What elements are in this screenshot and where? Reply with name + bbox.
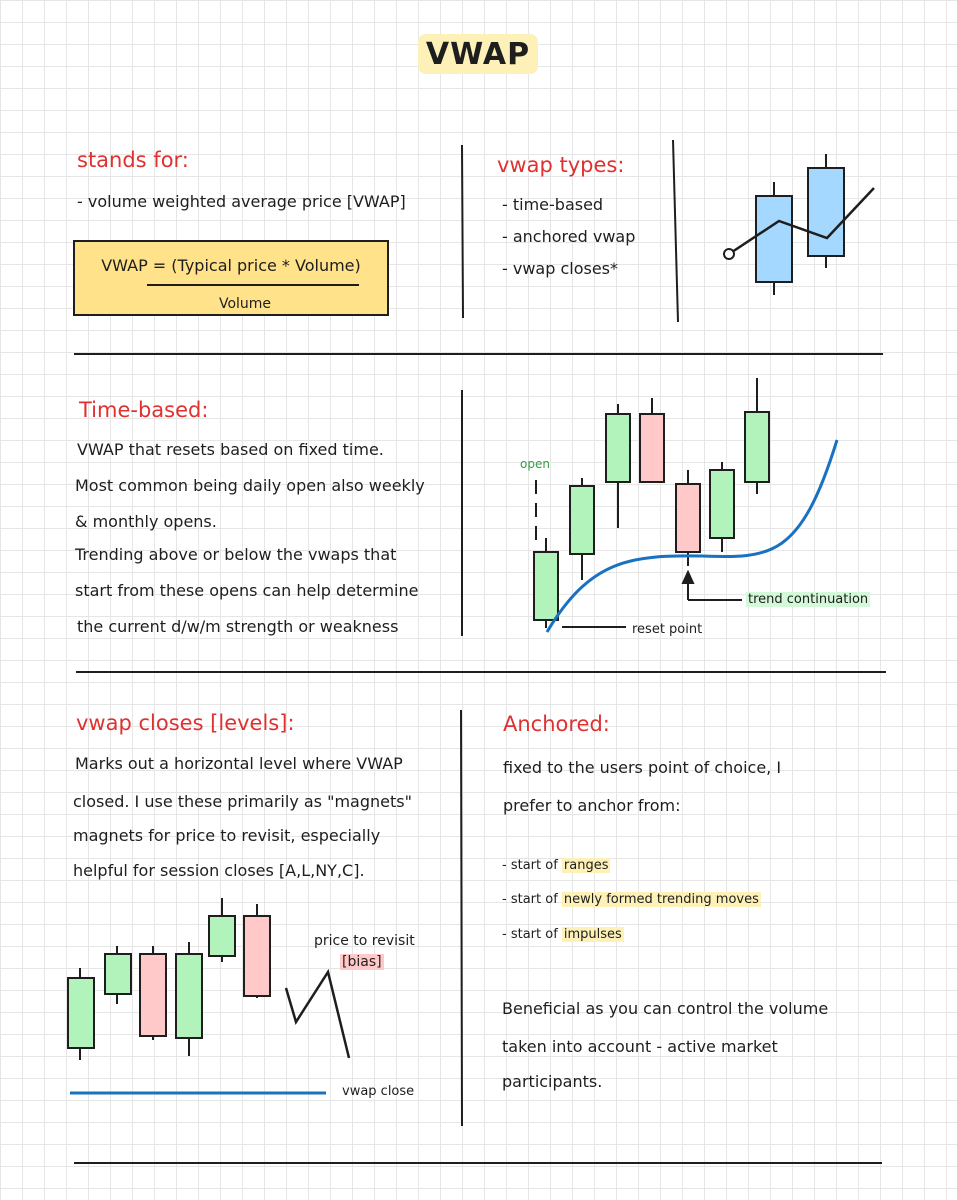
time-based-heading: Time-based:	[79, 398, 209, 422]
bear-candle	[640, 414, 664, 482]
stands-for-heading: stands for:	[77, 148, 189, 172]
bull-candle	[710, 470, 734, 538]
stands-for-line: - volume weighted average price [VWAP]	[77, 192, 406, 211]
reset-point-label: reset point	[632, 622, 703, 637]
vwap-closes-line: Marks out a horizontal level where VWAP	[75, 754, 403, 773]
anchored-line: prefer to anchor from:	[503, 796, 681, 815]
trend-continuation-label: trend continuation	[748, 592, 869, 607]
bias-label: [bias]	[342, 954, 382, 970]
time-based-line: the current d/w/m strength or weakness	[77, 617, 399, 636]
time-based-chart	[534, 378, 837, 632]
vwap-closes-heading: vwap closes [levels]:	[76, 711, 295, 735]
time-based-line: & monthly opens.	[75, 512, 217, 531]
anchored-line: fixed to the users point of choice, I	[503, 758, 782, 777]
bull-candle	[534, 552, 558, 620]
time-based-line: start from these opens can help determine	[75, 581, 419, 600]
column-divider	[462, 145, 463, 318]
bear-candle	[244, 916, 270, 996]
column-divider	[673, 140, 678, 322]
vwap-closes-chart	[68, 898, 349, 1093]
anchored-item-highlight: ranges	[563, 858, 609, 873]
anchored-item-highlight: impulses	[563, 927, 622, 942]
bull-candle	[570, 486, 594, 554]
bull-candle	[606, 414, 630, 482]
open-label: open	[520, 457, 550, 471]
vwap-closes-line: magnets for price to revisit, especially	[73, 826, 381, 845]
bull-candle	[176, 954, 202, 1038]
anchored-item-highlight: newly formed trending moves	[563, 892, 759, 907]
formula-numerator: VWAP = (Typical price * Volume)	[101, 256, 361, 275]
bull-candle	[745, 412, 769, 482]
bear-candle	[140, 954, 166, 1036]
anchored-footer-line: participants.	[502, 1072, 603, 1091]
anchored-footer-line: Beneficial as you can control the volume	[502, 999, 829, 1018]
column-divider	[461, 710, 462, 1126]
anchored-item-prefix: - start of	[502, 927, 562, 942]
formula-denominator: Volume	[218, 296, 272, 312]
anchored-item-prefix: - start of	[502, 892, 562, 907]
time-based-line: VWAP that resets based on fixed time.	[77, 440, 384, 459]
vwap-types-heading: vwap types:	[497, 153, 625, 177]
time-based-line: Trending above or below the vwaps that	[75, 545, 397, 564]
bull-candle	[68, 978, 94, 1048]
page-title: VWAP	[418, 34, 538, 74]
anchored-footer-line: taken into account - active market	[502, 1037, 778, 1056]
price-to-revisit-label: price to revisit	[314, 933, 415, 949]
candle-line-icon	[724, 154, 874, 295]
vwap-type-item: - time-based	[502, 195, 604, 214]
price-path	[286, 972, 349, 1058]
bull-candle	[105, 954, 131, 994]
time-based-line: Most common being daily open also weekly	[75, 476, 425, 495]
anchored-item-prefix: - start of	[502, 858, 562, 873]
vwap-type-item: - vwap closes*	[502, 259, 619, 278]
bear-candle	[676, 484, 700, 552]
vwap-closes-line: closed. I use these primarily as "magnets"	[73, 792, 412, 811]
anchored-heading: Anchored:	[503, 712, 610, 736]
vwap-type-item: - anchored vwap	[502, 227, 636, 246]
vwap-close-label: vwap close	[342, 1084, 415, 1099]
bull-candle	[209, 916, 235, 956]
trend-arrow-icon	[683, 572, 693, 600]
vwap-closes-line: helpful for session closes [A,L,NY,C].	[73, 861, 365, 880]
